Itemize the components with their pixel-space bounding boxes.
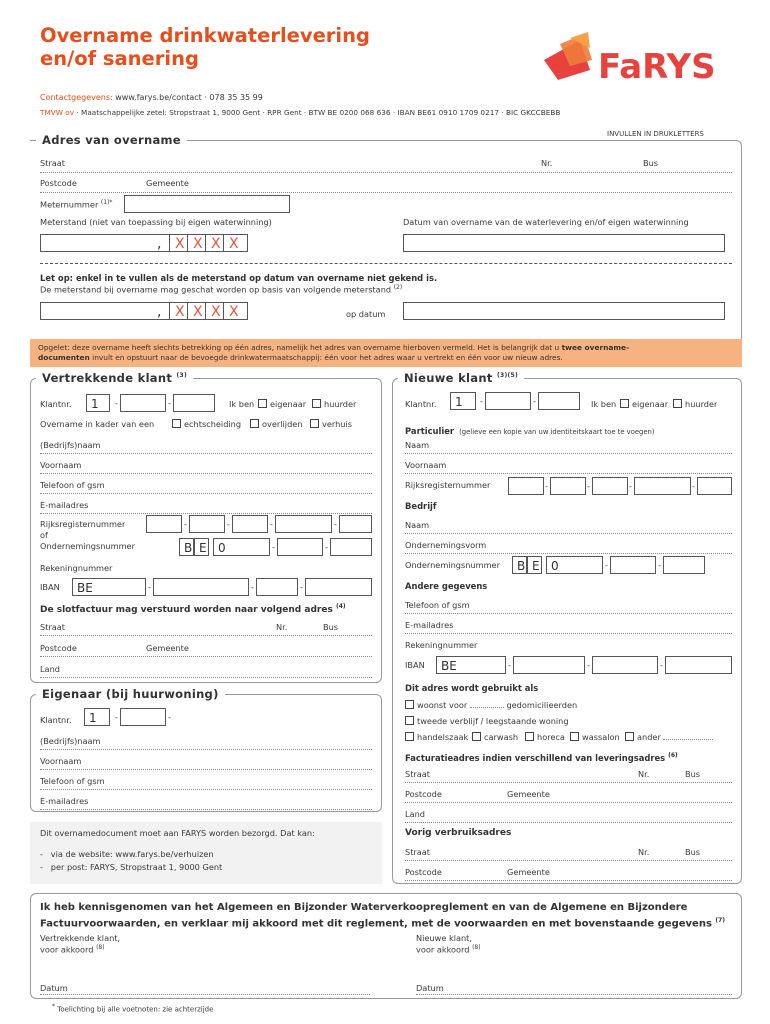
rijks-box5[interactable] bbox=[339, 515, 372, 533]
new-rijks-box4[interactable] bbox=[634, 477, 691, 495]
rijks-box3[interactable] bbox=[232, 515, 268, 533]
svg-text:FaRYS: FaRYS bbox=[598, 47, 716, 87]
slot-postcode-label: Postcode bbox=[40, 643, 77, 653]
eigenaar-checkbox[interactable] bbox=[258, 399, 267, 408]
ondernemingsvorm-line[interactable] bbox=[405, 553, 732, 554]
rijks-box2[interactable] bbox=[189, 515, 225, 533]
new-klantnr-box2[interactable] bbox=[485, 392, 531, 410]
new-klantnr-box1[interactable]: 1 bbox=[450, 392, 476, 410]
fact-land-line[interactable] bbox=[405, 822, 732, 823]
footer-note: * Toelichting bij alle voetnoten: zie achterzijde bbox=[52, 1003, 214, 1014]
slot-postcode-line[interactable] bbox=[40, 656, 372, 657]
tweede-label: tweede verblijf / leegstaande woning bbox=[417, 716, 569, 726]
verhuis-label: verhuis bbox=[322, 419, 353, 429]
fact-heading: Facturatieadres indien verschillend van leveringsadres $^{(6)}$ bbox=[405, 752, 678, 763]
overlijden-checkbox[interactable] bbox=[250, 419, 259, 428]
new-email-label: E-mailadres bbox=[405, 620, 454, 630]
eigenaar-label: eigenaar bbox=[270, 399, 307, 409]
nieuw-akkoord: Nieuwe klant, voor akkoord $^{(8)}$ bbox=[416, 933, 481, 955]
owner-voornaam-line[interactable] bbox=[40, 769, 372, 770]
vorig-nr-label: Nr. bbox=[638, 847, 650, 857]
fact-nr-label: Nr. bbox=[638, 769, 650, 779]
andere-heading: Andere gegevens bbox=[405, 581, 488, 591]
huurder-label: huurder bbox=[324, 399, 357, 409]
overlijden-label: overlijden bbox=[262, 419, 303, 429]
new-ond-box3[interactable] bbox=[663, 556, 705, 574]
particulier-heading: Particulier (gelieve een kopie van uw identiteitskaart toe te voegen) bbox=[405, 426, 655, 436]
vertrek-akkoord: Vertrekkende klant, voor akkoord $^{(8)}$ bbox=[40, 933, 121, 955]
klantnr-box1[interactable]: 1 bbox=[86, 394, 110, 412]
meternummer-input[interactable] bbox=[124, 195, 290, 213]
vorig-postcode-line[interactable] bbox=[405, 880, 732, 881]
slot-land-label: Land bbox=[40, 664, 60, 674]
ik-ben-label: Ik ben bbox=[229, 399, 255, 409]
email-label: E-mailadres bbox=[40, 500, 89, 510]
new-iban-box4[interactable] bbox=[665, 656, 732, 674]
street-label: Straat bbox=[40, 158, 66, 168]
vorig-straat-line[interactable] bbox=[405, 860, 732, 861]
ond-box2[interactable] bbox=[277, 538, 323, 556]
fact-straat-line[interactable] bbox=[405, 782, 732, 783]
farys-logo-icon bbox=[540, 30, 740, 90]
new-ond-box1[interactable]: 0 bbox=[546, 556, 603, 574]
new-rijks-box3[interactable] bbox=[592, 477, 628, 495]
owner-email-label: E-mailadres bbox=[40, 796, 89, 806]
ondernemingsvorm-label: Ondernemingsvorm bbox=[405, 540, 487, 550]
rijks-box1[interactable] bbox=[146, 515, 182, 533]
carwash-label: carwash bbox=[484, 732, 519, 742]
gemeente-label: Gemeente bbox=[146, 178, 189, 188]
eigenaar-frame bbox=[30, 694, 382, 812]
new-eigenaar-checkbox[interactable] bbox=[620, 399, 629, 408]
warn-text: De meterstand bij overname mag geschat worden op basis van volgende meterstand $^{(2)}$ bbox=[40, 284, 403, 295]
mask-x1: X bbox=[175, 236, 185, 252]
org-line: TMVW ov · Maatschappelijke zetel: Stropstraat 1, 9000 Gent · RPR Gent · BTW BE 0200 068 636 · IBAN BE61 0910 1709 0217 · BIC GKCCBEBB bbox=[40, 108, 561, 117]
op-datum-label: op datum bbox=[346, 309, 386, 319]
op-datum-input[interactable] bbox=[403, 302, 725, 320]
echtscheiding-checkbox[interactable] bbox=[172, 419, 181, 428]
fact-gemeente-label: Gemeente bbox=[507, 789, 550, 799]
voornaam-line[interactable] bbox=[40, 473, 372, 474]
vertrek-datum-line[interactable] bbox=[40, 994, 370, 995]
fact-land-label: Land bbox=[405, 809, 425, 819]
bedrijf-heading: Bedrijf bbox=[405, 501, 437, 511]
owner-klantnr-box2[interactable] bbox=[120, 708, 166, 726]
new-ond-box2[interactable] bbox=[610, 556, 656, 574]
telefoon-label: Telefoon of gsm bbox=[40, 480, 105, 490]
wassalon-label: wassalon bbox=[582, 732, 620, 742]
owner-email-line[interactable] bbox=[40, 809, 372, 810]
new-email-line[interactable] bbox=[405, 633, 732, 634]
farys-logo bbox=[540, 30, 740, 90]
vertrek-signature-area[interactable] bbox=[40, 966, 340, 982]
owner-bedrijfsnaam-label: (Bedrijfs)naam bbox=[40, 736, 101, 746]
new-ond-label: Ondernemingsnummer bbox=[405, 560, 500, 570]
iban-box3[interactable] bbox=[256, 578, 298, 596]
vertrek-datum-label: Datum bbox=[40, 983, 68, 993]
echtscheiding-label: echtscheiding bbox=[184, 419, 242, 429]
sign-title: Ik heb kennisgenomen van het Algemeen en Bijzonder Waterverkoopreglement en van de Algemene en Bijzondere Factuurvoorwaarden, en verklaar mij akkoord met dit reglement, met de voorwaarden en met bovenstaande gegevens $^{(7)}$ bbox=[40, 902, 726, 930]
vorig-straat-label: Straat bbox=[405, 847, 431, 857]
mask-x2: X bbox=[193, 236, 203, 252]
ond-box3[interactable] bbox=[330, 538, 372, 556]
slot-bus-label: Bus bbox=[323, 622, 339, 632]
datum-overname-input[interactable] bbox=[403, 234, 725, 252]
fact-straat-label: Straat bbox=[405, 769, 431, 779]
gebruik-heading: Dit adres wordt gebruikt als bbox=[405, 683, 539, 693]
bus-label: Bus bbox=[643, 158, 659, 168]
print-note: INVULLEN IN DRUKLETTERS bbox=[607, 130, 704, 138]
huurder-checkbox[interactable] bbox=[312, 399, 321, 408]
vorig-gemeente-label: Gemeente bbox=[507, 867, 550, 877]
vorig-bus-label: Bus bbox=[685, 847, 701, 857]
meterstand-input[interactable]: , X X X X bbox=[40, 234, 248, 252]
meternummer-label: Meternummer $^{(1)*}$ bbox=[40, 199, 113, 210]
address-title: Adres van overname bbox=[36, 133, 187, 147]
mask-x4: X bbox=[229, 236, 239, 252]
voornaam-label: Voornaam bbox=[40, 460, 82, 470]
slot-nr-label: Nr. bbox=[276, 622, 288, 632]
nieuw-datum-line[interactable] bbox=[416, 994, 732, 995]
postcode-line[interactable] bbox=[40, 192, 732, 193]
nieuw-datum-label: Datum bbox=[416, 983, 444, 993]
wassalon-checkbox[interactable] bbox=[570, 732, 579, 741]
woonst-label: woonst voor gedomicilieerden bbox=[417, 700, 578, 710]
bedrijfsnaam-label: (Bedrijfs)naam bbox=[40, 440, 101, 450]
schatting-meterstand-input[interactable]: , X X X X bbox=[40, 302, 248, 320]
new-ik-ben-label: Ik ben bbox=[591, 399, 617, 409]
klantnr-box2[interactable] bbox=[120, 394, 166, 412]
new-klantnr-label: Klantnr. bbox=[405, 399, 437, 409]
slot-title: De slotfactuur mag verstuurd worden naar volgend adres $^{(4)}$ bbox=[40, 603, 346, 615]
fact-bus-label: Bus bbox=[685, 769, 701, 779]
klantnr-label: Klantnr. bbox=[40, 399, 72, 409]
deliver-item1: - via de website: www.farys.be/verhuizen bbox=[40, 849, 214, 859]
new-telefoon-line[interactable] bbox=[405, 613, 732, 614]
bedrijfsnaam-line[interactable] bbox=[40, 453, 372, 454]
warn-bold: Let op: enkel in te vullen als de meterstand op datum van overname niet gekend is. bbox=[40, 273, 438, 283]
handelszaak-label: handelszaak bbox=[417, 732, 469, 742]
slot-gemeente-label: Gemeente bbox=[146, 643, 189, 653]
new-ond-b[interactable]: B bbox=[512, 556, 527, 574]
new-ond-e[interactable]: E bbox=[527, 556, 542, 574]
mask-x3: X bbox=[211, 236, 221, 252]
fact-postcode-line[interactable] bbox=[405, 802, 732, 803]
owner-bedrijfsnaam-line[interactable] bbox=[40, 749, 372, 750]
klantnr-box3[interactable] bbox=[173, 394, 215, 412]
street-line[interactable] bbox=[40, 172, 732, 173]
nr-label: Nr. bbox=[541, 158, 553, 168]
nieuwe-title: Nieuwe klant $^{(3)(5)}$ bbox=[398, 371, 524, 385]
new-iban-label: IBAN bbox=[405, 660, 425, 670]
new-bedrijf-naam-line[interactable] bbox=[405, 533, 732, 534]
overname-kader-label: Overname in kader van een bbox=[40, 419, 155, 429]
iban-box2[interactable] bbox=[153, 578, 249, 596]
rijks-box4[interactable] bbox=[275, 515, 332, 533]
meterstand-label: Meterstand (niet van toepassing bij eigen waterwinning) bbox=[40, 217, 272, 227]
verhuis-checkbox[interactable] bbox=[310, 419, 319, 428]
new-voornaam-line[interactable] bbox=[405, 473, 732, 474]
new-iban-box1[interactable]: BE bbox=[436, 656, 506, 674]
rijks-label: Rijksregisternummer of Ondernemingsnummer bbox=[40, 519, 135, 551]
new-huurder-label: huurder bbox=[685, 399, 718, 409]
telefoon-line[interactable] bbox=[40, 493, 372, 494]
page-title: Overname drinkwaterlevering en/of sanering bbox=[40, 24, 370, 70]
new-naam-line[interactable] bbox=[405, 453, 732, 454]
iban-box4[interactable] bbox=[305, 578, 372, 596]
vertrekkende-title: Vertrekkende klant $^{(3)}$ bbox=[36, 371, 193, 385]
woonst-checkbox[interactable] bbox=[405, 700, 414, 709]
owner-telefoon-line[interactable] bbox=[40, 789, 372, 790]
eigenaar-title: Eigenaar (bij huurwoning) bbox=[36, 687, 225, 701]
contact-line: Contactgegevens: www.farys.be/contact · 078 35 35 99 bbox=[40, 93, 263, 102]
rekening-label: Rekeningnummer bbox=[40, 563, 113, 573]
fact-postcode-label: Postcode bbox=[405, 789, 442, 799]
new-rekening-label: Rekeningnummer bbox=[405, 640, 478, 650]
deliver-title: Dit overnamedocument moet aan FARYS worden bezorgd. Dat kan: bbox=[40, 828, 315, 838]
vorig-postcode-label: Postcode bbox=[405, 867, 442, 877]
nieuw-signature-area[interactable] bbox=[416, 966, 726, 982]
new-klantnr-box3[interactable] bbox=[538, 392, 580, 410]
iban-box1[interactable]: BE bbox=[72, 578, 146, 596]
new-bedrijf-naam-label: Naam bbox=[405, 520, 430, 530]
ander-checkbox[interactable] bbox=[625, 732, 634, 741]
datum-overname-label: Datum van overname van de waterlevering en/of eigen waterwinning bbox=[403, 217, 689, 227]
new-rijks-box2[interactable] bbox=[550, 477, 586, 495]
new-rijks-label: Rijksregisternummer bbox=[405, 480, 491, 490]
new-huurder-checkbox[interactable] bbox=[673, 399, 682, 408]
handelszaak-checkbox[interactable] bbox=[405, 732, 414, 741]
owner-voornaam-label: Voornaam bbox=[40, 756, 82, 766]
vorig-heading: Vorig verbruiksadres bbox=[405, 828, 512, 838]
ander-label: ander bbox=[637, 732, 713, 742]
horeca-checkbox[interactable] bbox=[525, 732, 534, 741]
new-iban-box3[interactable] bbox=[592, 656, 658, 674]
ond-e[interactable]: E bbox=[194, 538, 209, 556]
new-naam-label: Naam bbox=[405, 440, 430, 450]
dashed-divider bbox=[40, 263, 732, 264]
owner-klantnr-box1[interactable]: 1 bbox=[84, 708, 110, 726]
postcode-label: Postcode bbox=[40, 178, 77, 188]
slot-straat-line[interactable] bbox=[40, 635, 372, 636]
slot-straat-label: Straat bbox=[40, 622, 66, 632]
new-telefoon-label: Telefoon of gsm bbox=[405, 600, 470, 610]
owner-klantnr-label: Klantnr. bbox=[40, 715, 72, 725]
tweede-checkbox[interactable] bbox=[405, 716, 414, 725]
ond-box1[interactable]: 0 bbox=[213, 538, 270, 556]
iban-label: IBAN bbox=[40, 582, 60, 592]
new-rijks-box5[interactable] bbox=[697, 477, 732, 495]
slot-land-line[interactable] bbox=[40, 677, 372, 678]
email-line[interactable] bbox=[40, 513, 372, 514]
horeca-label: horeca bbox=[537, 732, 565, 742]
new-voornaam-label: Voornaam bbox=[405, 460, 447, 470]
owner-telefoon-label: Telefoon of gsm bbox=[40, 776, 105, 786]
new-rijks-box1[interactable] bbox=[508, 477, 544, 495]
carwash-checkbox[interactable] bbox=[472, 732, 481, 741]
new-iban-box2[interactable] bbox=[513, 656, 585, 674]
new-eigenaar-label: eigenaar bbox=[632, 399, 669, 409]
ond-b[interactable]: B bbox=[179, 538, 194, 556]
deliver-item2: - per post: FARYS, Stropstraat 1, 9000 Gent bbox=[40, 862, 223, 872]
notice-box: Opgelet: deze overname heeft slechts betrekking op één adres, namelijk het adres van overname hierboven vermeld. Het is belangrijk dat u twee overname- documenten invult en opstuurt naar de bevoegde drinkwatermaatschappij: één voor het adres waar u vertrekt en één voor uw nieuw adres. bbox=[30, 339, 742, 367]
